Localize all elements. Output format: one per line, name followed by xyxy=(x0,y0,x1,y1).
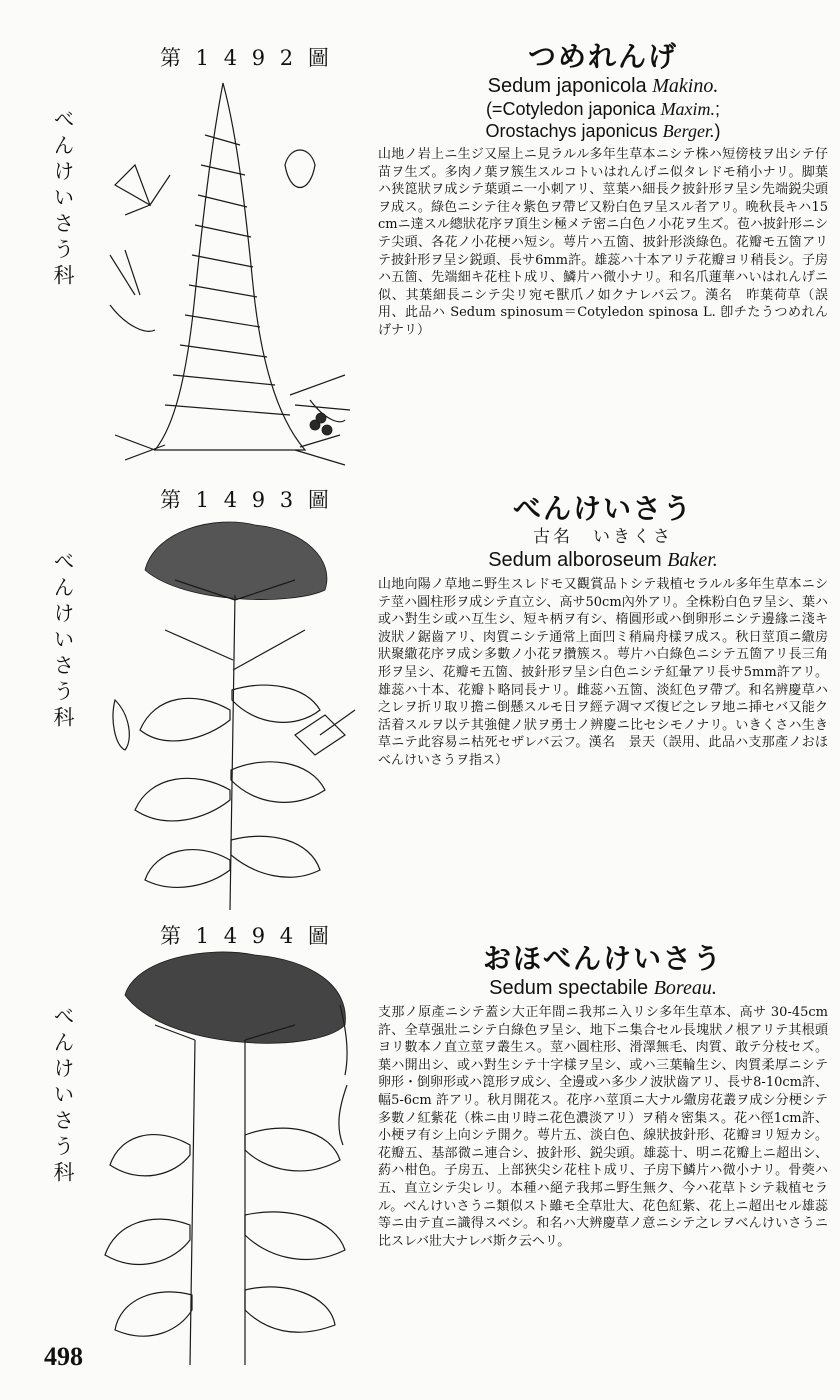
family-label: べんけいさう科 xyxy=(51,1005,75,1187)
synonym-line-1 xyxy=(378,98,828,120)
description: 山地向陽ノ草地ニ野生スレドモ又觀賞品トシテ栽植セラルル多年生草本ニシテ莖ハ圓柱形ヲ成シテ直立シ、高サ50cm內外アリ。全株粉白色ヲ呈シ、葉ハ或ハ對生シ或ハ互生シ、短キ柄ヲ有シ、楕圓形或ハ倒卵形ニシテ邊緣ニ淺キ波狀ノ鋸齒アリ、肉質ニシテ通常上面凹ミ稍扁舟樣ヲ成ス。秋日莖頂ニ繖房狀聚繖花序ヲ成シ多數ノ小花ヲ攢簇ス。萼片ハ白綠色ニシテ五箇アリ長三角形ヲ呈シ、花瓣モ五箇、披針形ヲ呈シ白色ニシテ紅暈アリ長サ5mm許アリ。雄蕊ハ十本、花瓣ト略同長ナリ。雌蕊ハ五箇、淡紅色ヲ帶ブ。和名辨慶草ハ之レヲ折リ取リ擔ニ倒懸スルモ日ヲ經テ凋マズ復ビ之レヲ地ニ挿セバ又能ク活着スルヲ以テ其強健ノ狀ヲ勇士ノ辨慶ニ比セシモノナリ。いきくさハ生き草ニテ此容易ニ枯死セザレバ云フ。漢名 景天（誤用、此品ハ支那產ノおほべんけいさうヲ指ス） xyxy=(378,577,828,768)
scientific-name-text: Sedum alboroseum xyxy=(488,549,662,571)
scientific-name-text: Sedum spectabile xyxy=(489,977,649,999)
description: 山地ノ岩上ニ生ジ又屋上ニ見ラルル多年生草本ニシテ株ハ短傍枝ヲ出シテ仔苗ヲ生ズ。多肉ノ葉ヲ簇生スルコトいはれんげニ似タレドモ稍小ナリ。脚葉ハ狭箆狀ヲ成シテ葉頭ニ一小刺アリ、莖葉ハ細長ク披針形ヲ呈シ先端鋭尖頭ヲ成ス。綠色ニシテ往々紫色ヲ帶ビ又粉白色ヲ呈スル者アリ。晩秋長キハ15cmニ達スル總狀花序ヲ頂生シ極メテ密ニ白色ノ小花ヲ生ズ。苞ハ披針形ニシテ尖頭、各花ノ小花梗ハ短シ。萼片ハ五箇、披針形淡綠色。花瓣モ五箇アリテ披針形ヲ呈シ鋭頭、長サ6mm許。雄蕊ハ十本アリテ花瓣ヨリ稍長シ。子房ハ五箇、先端細キ花柱ト成リ、鱗片ハ微小ナリ。和名爪蓮華ハいはれんげニ似、其葉細長ニシテ尖リ宛モ獸爪ノ如クナレバ云フ。漢名 昨葉荷草（誤用、此品ハ Sedum spinosum＝Cotyledon spinosa L. 卽チたうつめれんげナリ） xyxy=(378,147,828,338)
synonym-text: Orostachys japonicus xyxy=(485,121,663,141)
family-label: べんけいさう科 xyxy=(51,108,75,290)
japanese-name: おほべんけいさう xyxy=(482,942,723,975)
entry-1494 xyxy=(0,920,840,1340)
page-number: 498 xyxy=(44,1342,83,1371)
figure-label: 第 1 4 9 4 圖 xyxy=(160,924,333,948)
author: Makino. xyxy=(652,75,719,97)
entry-text xyxy=(378,942,828,1250)
synonym-text: (=Cotyledon japonica xyxy=(485,99,661,119)
author: Baker. xyxy=(667,549,718,571)
scientific-name xyxy=(378,548,828,572)
description: 支那ノ原產ニシテ蓋シ大正年間ニ我邦ニ入リシ多年生草本、高サ 30-45cm 許、全草强壯ニシテ白綠色ヲ呈シ、地下ニ集合セル長塊狀ノ根アリテ其根頭ヨリ數本ノ直立莖ヲ叢生ス。莖ハ圓柱形、滑澤無毛、肉質、敢テ分枝セズ。葉ハ開出シ、或ハ對生シテ十字樣ヲ呈シ、或ハ三葉輪生シ、肉質柔厚ニシテ卵形・倒卵形或ハ箆形ヲ成シ、全邊或ハ多少ノ波狀齒アリ、長サ8-10cm許、幅5-6cm 許アリ。秋月開花ス。花序ハ莖頂ニ大ナル繖房花叢ヲ成シ分梗シテ多數ノ紅紫花（株ニ由リ時ニ花色濃淡アリ）ヲ稍々密集ス。花ハ徑1cm許、小梗ヲ有シ上向シテ開ク。萼片五、淡白色、線狀披針形、花瓣ヨリ短カシ。花瓣五、基部微ニ連合シ、披針形、鋭尖頭。雄蕊十、明ニ花瓣上ニ超出シ、葯ハ柑色。子房五、上部狹尖シ花柱ト成リ、子房下鱗片ハ微小ナリ。骨葖ハ五、直立シテ尖レリ。本種ハ絕テ我邦ニ野生無ク、今ハ花草トシテ栽植セラル。べんけいさうニ類似スト雖モ全草壯大、花色紅紫、花上ニ超出セル雄蕊等ニ由テ直ニ識得スベシ。和名ハ大辨慶草ノ意ニシテ之レヲべんけいさうニ比スレバ壯大ナレバ斯ク云ヘリ。 xyxy=(378,1005,828,1249)
synonym-suffix: ) xyxy=(714,121,721,141)
scientific-name xyxy=(378,74,828,98)
author: Boreau. xyxy=(653,977,717,999)
synonym-author: Maxim. xyxy=(660,99,716,119)
entry-1493 xyxy=(0,480,840,920)
old-name: 古名 いきくさ xyxy=(533,527,673,547)
entry-text xyxy=(378,40,828,340)
japanese-name: べんけいさう xyxy=(512,492,693,525)
figure-label: 第 1 4 9 2 圖 xyxy=(160,46,333,70)
illustration-oobenkeisou xyxy=(95,945,365,1365)
japanese-name: つめれんげ xyxy=(527,40,678,73)
scientific-name-text: Sedum japonicola xyxy=(487,75,647,97)
entry-text xyxy=(378,492,828,770)
synonym-author: Berger. xyxy=(662,121,715,141)
illustration-benkeisou xyxy=(95,510,365,910)
family-label: べんけいさう科 xyxy=(51,550,75,732)
synonym-suffix: ; xyxy=(715,99,721,119)
synonym-line-2 xyxy=(378,120,828,142)
figure-label: 第 1 4 9 3 圖 xyxy=(160,488,333,512)
entry-1492 xyxy=(0,0,840,480)
illustration-tsumerenge xyxy=(95,75,365,475)
scientific-name xyxy=(378,976,828,1000)
